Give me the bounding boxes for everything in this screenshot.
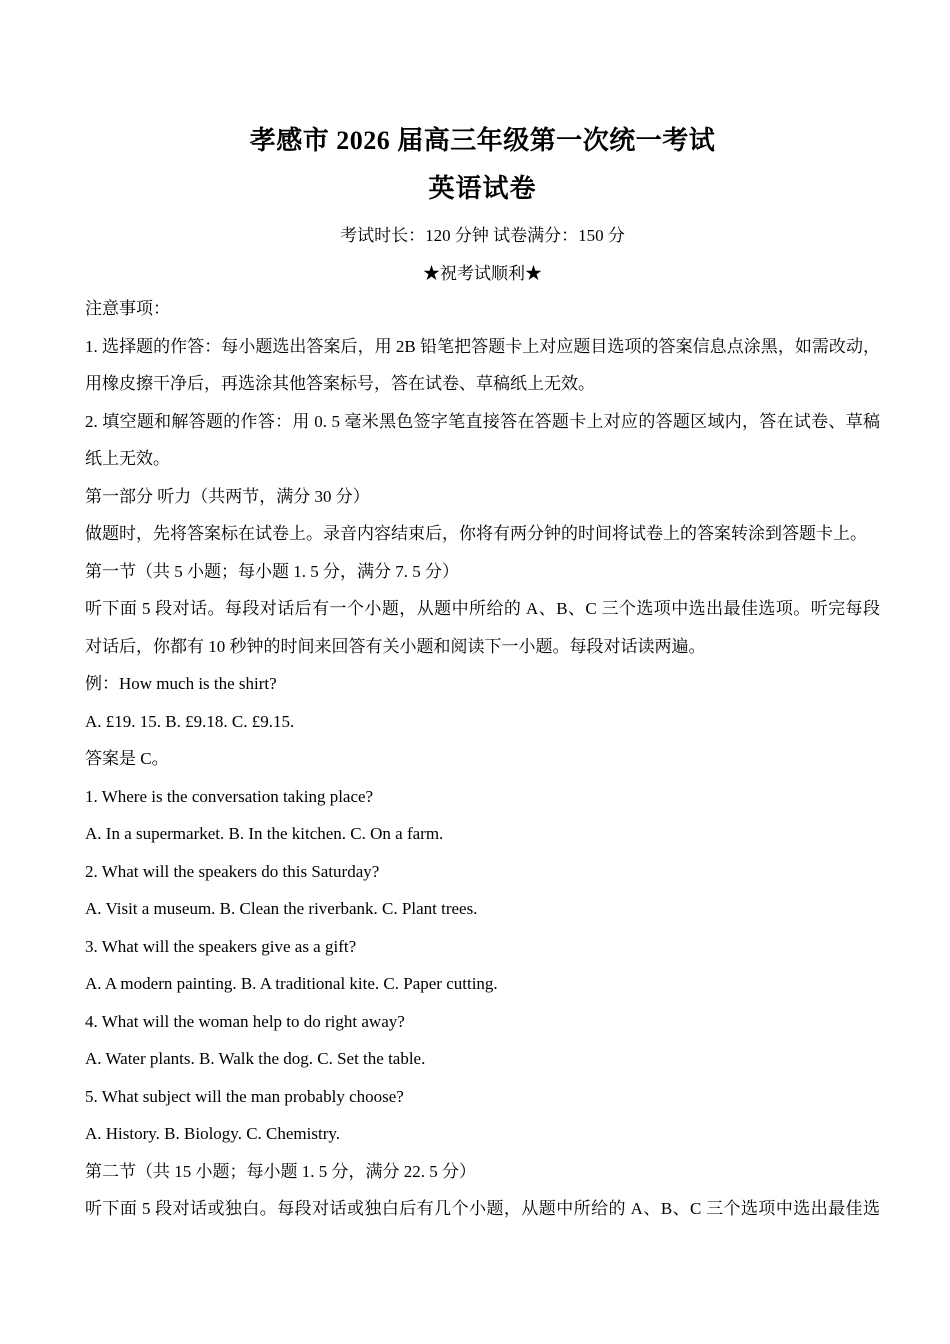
exam-title: 孝感市 2026 届高三年级第一次统一考试 [249, 126, 716, 155]
exam-subject-title: 英语试卷 [428, 174, 537, 203]
section2-heading: 第二节（共 15 小题；每小题 1. 5 分，满分 22. 5 分） [85, 1161, 476, 1181]
exam-meta: 考试时长：120 分钟 试卷满分：150 分 [340, 226, 625, 245]
question-options: A. A modern painting. B. A traditional kite. C. Paper cutting. [85, 974, 498, 993]
question-text: 5. What subject will the man probably choose? [85, 1086, 404, 1106]
section1-instruction-line: 听下面 5 段对话。每段对话后有一个小题，从题中所给的 A、B、C 三个选项中选出最佳选项。听完每段 [85, 599, 880, 618]
question-text: 2. What will the speakers do this Saturday? [85, 861, 380, 881]
blessing-line: ★祝考试顺利★ [423, 264, 542, 283]
question-options: A. Visit a museum. B. Clean the riverbank. C. Plant trees. [85, 899, 478, 918]
notice-line: 1. 选择题的作答：每小题选出答案后，用 2B 铅笔把答题卡上对应题目选项的答案信息点涂黑，如需改动， [85, 336, 880, 356]
question-options: A. Water plants. B. Walk the dog. C. Set the table. [85, 1049, 426, 1068]
question-options: A. In a supermarket. B. In the kitchen. C. On a farm. [85, 824, 444, 843]
notices-heading: 注意事项： [85, 299, 170, 318]
example-options: A. £19. 15. B. £9.18. C. £9.15. [85, 711, 295, 731]
notice-line: 2. 填空题和解答题的作答：用 0. 5 毫米黑色签字笔直接答在答题卡上对应的答题区域内，答在试卷、草稿 [85, 411, 880, 431]
question-text: 4. What will the woman help to do right away? [85, 1011, 405, 1031]
question-options: A. History. B. Biology. C. Chemistry. [85, 1124, 341, 1143]
part1-instruction: 做题时，先将答案标在试卷上。录音内容结束后，你将有两分钟的时间将试卷上的答案转涂到答题卡上。 [85, 524, 867, 543]
example-question: 例：How much is the shirt? [85, 674, 277, 693]
doc-body [85, 290, 880, 1228]
doc-header [85, 124, 880, 286]
question-text: 3. What will the speakers give as a gift? [85, 936, 357, 956]
example-answer: 答案是 C。 [85, 749, 169, 768]
page-content [85, 0, 880, 1228]
question-text: 1. Where is the conversation taking place? [85, 786, 374, 806]
section2-instruction-line: 听下面 5 段对话或独白。每段对话或独白后有几个小题，从题中所给的 A、B、C 三个选项中选出最佳选 [85, 1199, 880, 1218]
section1-heading: 第一节（共 5 小题；每小题 1. 5 分，满分 7. 5 分） [85, 561, 459, 581]
part1-heading: 第一部分 听力（共两节，满分 30 分） [85, 486, 370, 506]
section1-instruction-line: 对话后，你都有 10 秒钟的时间来回答有关小题和阅读下一小题。每段对话读两遍。 [85, 636, 706, 656]
notice-line: 纸上无效。 [85, 449, 170, 468]
notice-line: 用橡皮擦干净后，再选涂其他答案标号，答在试卷、草稿纸上无效。 [85, 374, 595, 393]
